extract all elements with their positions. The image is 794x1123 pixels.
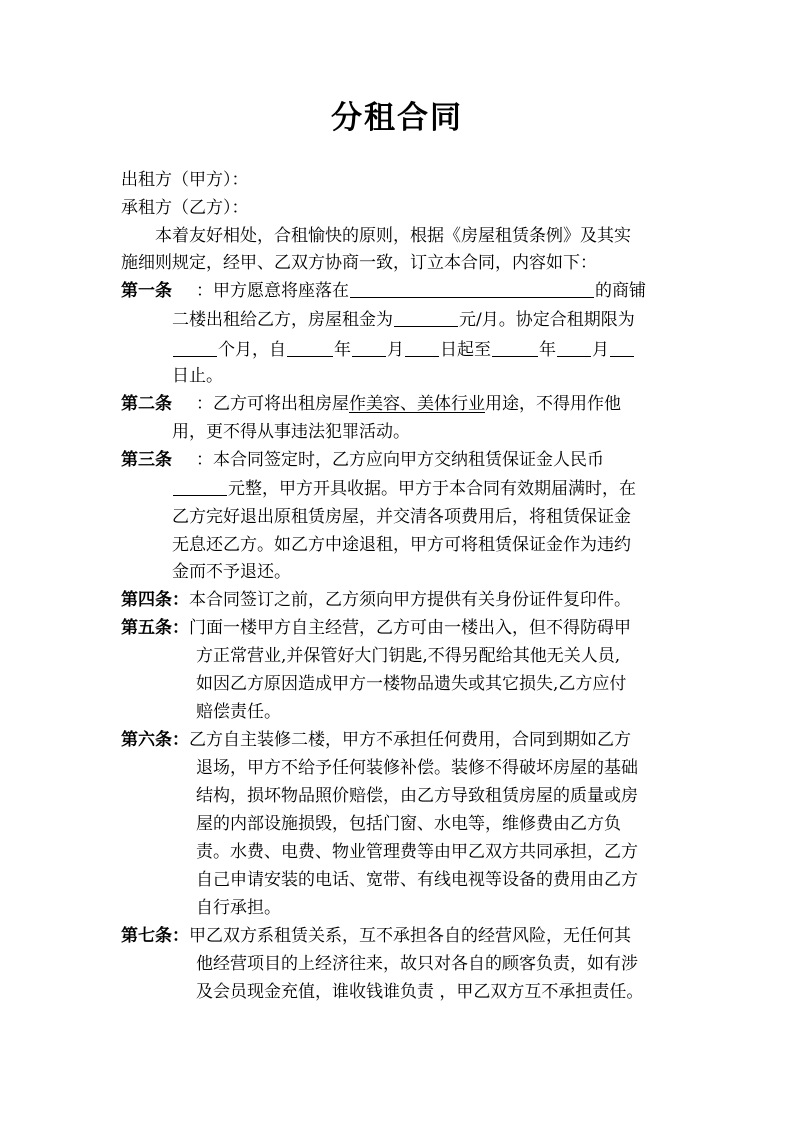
deposit-blank[interactable] bbox=[173, 477, 227, 496]
end-day-blank[interactable] bbox=[610, 338, 634, 357]
article-1-line-2: 二楼出租给乙方，房屋租金为 元/月。协定合租期限为 bbox=[172, 310, 635, 330]
article-1-line-1: 第一条 ：甲方愿意将座落在 的商铺 bbox=[121, 281, 646, 301]
article-6-label: 第六条： bbox=[121, 730, 189, 750]
article-3-line-5: 金而不予退还。 bbox=[172, 562, 291, 582]
lessee-line: 承租方（乙方）： bbox=[121, 198, 249, 218]
start-month-blank[interactable] bbox=[352, 338, 386, 357]
article-6-line-1: 第六条：乙方自主装修二楼，甲方不承担任何费用，合同到期如乙方 bbox=[121, 730, 631, 750]
article-5-line-2: 方正常营业,并保管好大门钥匙,不得另配给其他无关人员, bbox=[196, 646, 621, 666]
article-6-line-5: 责。水费、电费、物业管理费等由甲乙双方共同承担，乙方 bbox=[196, 842, 638, 862]
usage-underlined: 作美容、美体行业 bbox=[349, 394, 485, 414]
article-3-line-3: 乙方完好退出原租赁房屋，并交清各项费用后，将租赁保证金 bbox=[172, 507, 631, 527]
article-2-line-2: 用，更不得从事违法犯罪活动。 bbox=[172, 422, 410, 442]
article-6-line-3: 结构，损坏物品照价赔偿，由乙方导致租赁房屋的质量或房 bbox=[196, 786, 638, 806]
article-4-label: 第四条： bbox=[121, 590, 189, 610]
article-6-line-4: 屋的内部设施损毁，包括门窗、水电等，维修费由乙方负 bbox=[196, 814, 621, 834]
article-7-line-1: 第七条：甲乙双方系租赁关系，互不承担各自的经营风险，无任何其 bbox=[121, 926, 631, 946]
article-3-line-1: 第三条 ：本合同签定时，乙方应向甲方交纳租赁保证金人民币 bbox=[121, 450, 604, 470]
article-6-line-7: 自行承担。 bbox=[196, 898, 281, 918]
end-year-blank[interactable] bbox=[492, 338, 538, 357]
article-3-line-2: 元整，甲方开具收据。甲方于本合同有效期届满时，在 bbox=[172, 475, 636, 503]
start-day-blank[interactable] bbox=[405, 338, 439, 357]
article-4-line-1: 第四条：本合同签订之前，乙方须向甲方提供有关身份证件复印件。 bbox=[121, 590, 631, 610]
article-2-label: 第二条 bbox=[121, 394, 172, 414]
article-5-line-3: 如因乙方原因造成甲方一楼物品遗失或其它损失,乙方应付 bbox=[196, 674, 627, 694]
article-1-line-3: 个月，自 年 月 日起至 年 月 bbox=[172, 336, 635, 364]
intro-line-1: 本着友好相处，合租愉快的原则，根据《房屋租赁条例》及其实 bbox=[155, 226, 631, 246]
article-5-line-4: 赔偿责任。 bbox=[196, 702, 281, 722]
end-month-blank[interactable] bbox=[557, 338, 591, 357]
document-title: 分租合同 bbox=[331, 100, 463, 136]
article-7-line-2: 他经营项目的上经济往来，故只对各自的顾客负责，如有涉 bbox=[196, 954, 638, 974]
article-3-line-4: 无息还乙方。如乙方中途退租，甲方可将租赁保证金作为违约 bbox=[172, 535, 631, 555]
lessor-line: 出租方（甲方）： bbox=[121, 170, 249, 190]
start-year-blank[interactable] bbox=[287, 338, 333, 357]
article-2-line-1: 第二条 ：乙方可将出租房屋作美容、美体行业用途，不得用作他 bbox=[121, 394, 621, 414]
article-5-label: 第五条： bbox=[121, 618, 189, 638]
article-3-label: 第三条 bbox=[121, 450, 172, 470]
article-1-label: 第一条 bbox=[121, 281, 172, 301]
article-6-line-2: 退场，甲方不给予任何装修补偿。装修不得破坏房屋的基础 bbox=[196, 758, 638, 778]
intro-line-2: 施细则规定，经甲、乙双方协商一致，订立本合同，内容如下： bbox=[121, 253, 597, 273]
term-months-blank[interactable] bbox=[173, 338, 217, 357]
article-5-line-1: 第五条：门面一楼甲方自主经营，乙方可由一楼出入，但不得防碍甲 bbox=[121, 618, 631, 638]
article-7-line-3: 及会员现金充值，谁收钱谁负责 ，甲乙双方互不承担责任。 bbox=[196, 982, 644, 1002]
article-6-line-6: 自己申请安装的电话、宽带、有线电视等设备的费用由乙方 bbox=[196, 870, 638, 890]
article-7-label: 第七条： bbox=[121, 926, 189, 946]
rent-blank[interactable] bbox=[394, 308, 458, 327]
article-1-line-4: 日止。 bbox=[172, 366, 223, 386]
location-blank[interactable] bbox=[350, 279, 594, 298]
